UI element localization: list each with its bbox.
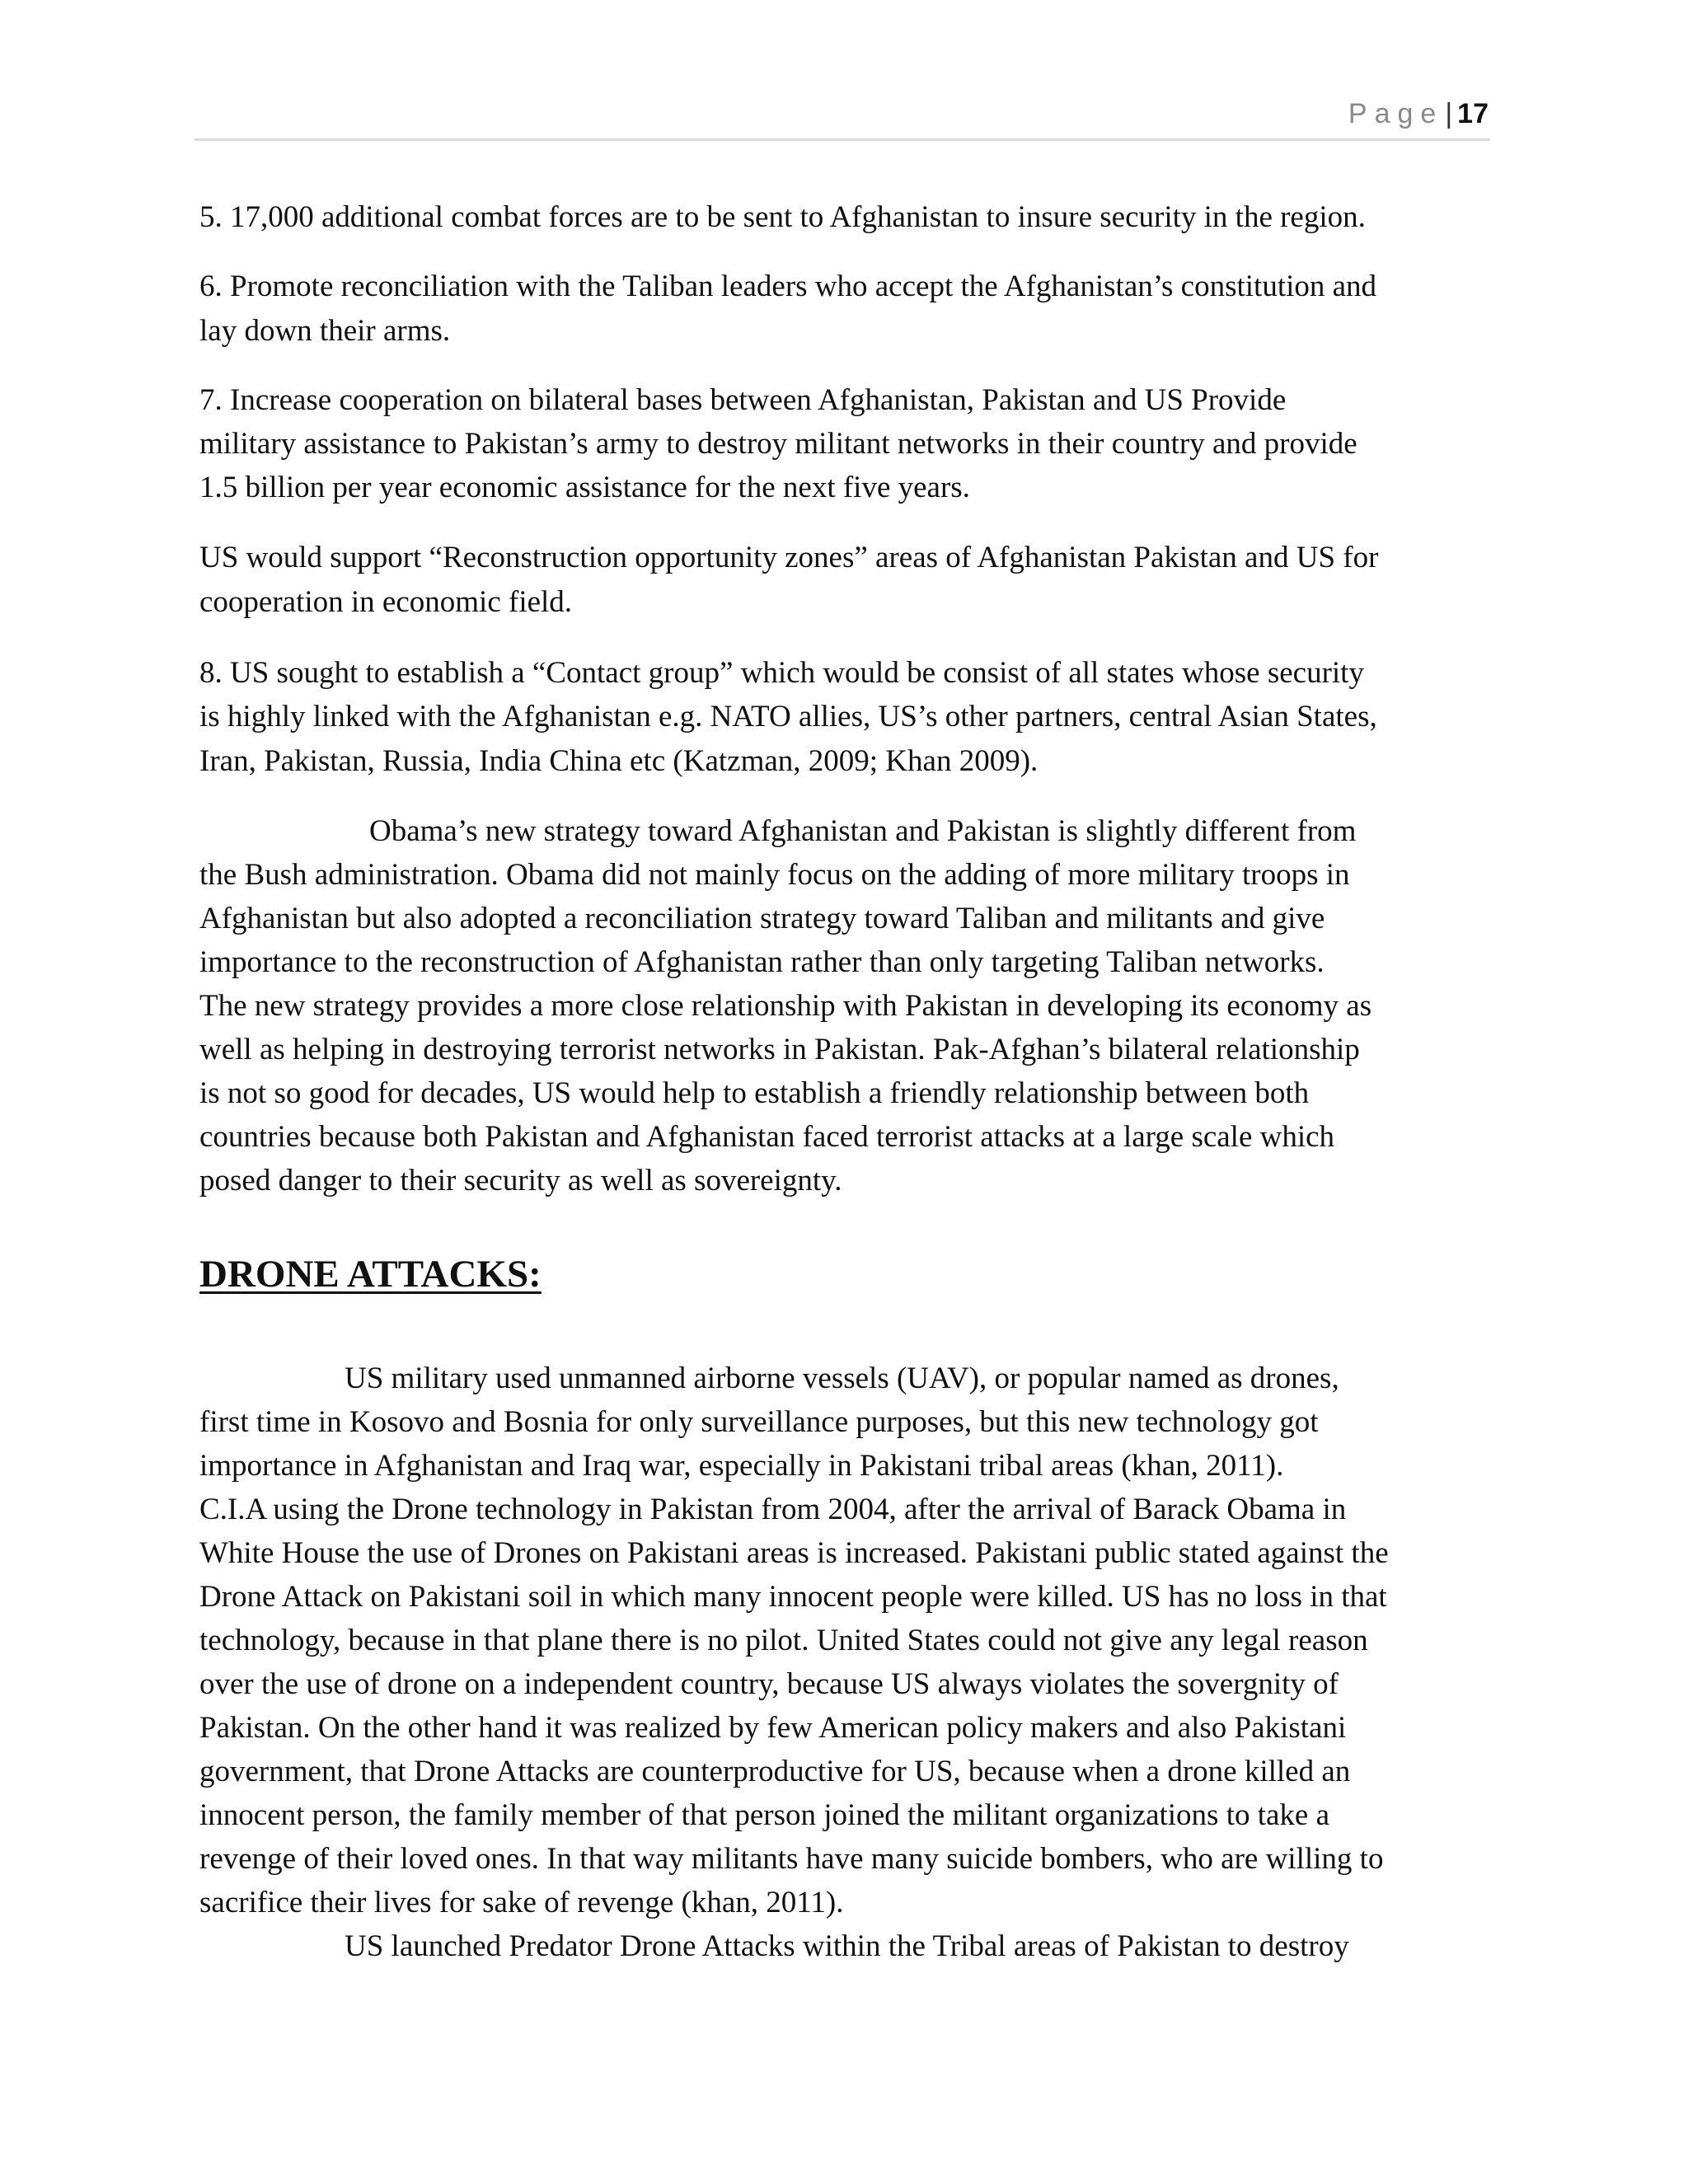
- page-number-label: [1348, 97, 1489, 130]
- text-line: White House the use of Drones on Pakistani areas is increased. Pakistani public stated against the: [199, 1536, 1389, 1570]
- text-line: importance to the reconstruction of Afghanistan rather than only targeting Taliban networks.: [199, 945, 1325, 979]
- text-line: Afghanistan but also adopted a reconciliation strategy toward Taliban and militants and give: [199, 902, 1325, 935]
- text-line: US launched Predator Drone Attacks within the Tribal areas of Pakistan to destroy: [345, 1929, 1349, 1963]
- text-line: Iran, Pakistan, Russia, India China etc (Katzman, 2009; Khan 2009).: [199, 744, 1039, 778]
- page-separator: |: [1445, 98, 1453, 129]
- text-line: is highly linked with the Afghanistan e.g. NATO allies, US’s other partners, central Asian States,: [199, 700, 1377, 733]
- page-header: [195, 97, 1490, 141]
- page-number: 17: [1457, 98, 1489, 129]
- text-line: 7. Increase cooperation on bilateral bases between Afghanistan, Pakistan and US Provide: [199, 383, 1287, 417]
- text-line: 1.5 billion per year economic assistance for the next five years.: [199, 471, 970, 504]
- text-line: military assistance to Pakistan’s army to destroy militant networks in their country and provide: [199, 427, 1357, 461]
- text-line: 8. US sought to establish a “Contact group” which would be consist of all states whose security: [199, 656, 1364, 690]
- text-line: over the use of drone on a independent country, because US always violates the sovergnity of: [199, 1667, 1339, 1701]
- text-line: US would support “Reconstruction opportunity zones” areas of Afghanistan Pakistan and US for: [199, 541, 1379, 574]
- text-line: sacrifice their lives for sake of revenge (khan, 2011).: [199, 1886, 844, 1919]
- text-line: first time in Kosovo and Bosnia for only surveillance purposes, but this new technology got: [199, 1405, 1319, 1439]
- text-line: The new strategy provides a more close relationship with Pakistan in developing its economy as: [199, 989, 1372, 1023]
- text-line: US military used unmanned airborne vessels (UAV), or popular named as drones,: [345, 1361, 1339, 1395]
- text-line: innocent person, the family member of that person joined the militant organizations to take a: [199, 1798, 1330, 1832]
- text-line: C.I.A using the Drone technology in Pakistan from 2004, after the arrival of Barack Obama in: [199, 1493, 1347, 1526]
- text-line: government, that Drone Attacks are counterproductive for US, because when a drone killed an: [199, 1755, 1351, 1788]
- text-line: 6. Promote reconciliation with the Taliban leaders who accept the Afghanistan’s constitution and: [199, 269, 1377, 303]
- text-line: 5. 17,000 additional combat forces are to be sent to Afghanistan to insure security in the region.: [199, 200, 1366, 234]
- text-line: posed danger to their security as well as sovereignty.: [199, 1164, 842, 1197]
- text-line: revenge of their loved ones. In that way militants have many suicide bombers, who are willing to: [199, 1842, 1384, 1876]
- page-word: Page: [1348, 98, 1444, 129]
- text-line: technology, because in that plane there is no pilot. United States could not give any legal reason: [199, 1624, 1368, 1657]
- text-line: cooperation in economic field.: [199, 585, 573, 619]
- text-line: Pakistan. On the other hand it was realized by few American policy makers and also Pakistani: [199, 1711, 1347, 1745]
- text-line: importance in Afghanistan and Iraq war, especially in Pakistani tribal areas (khan, 2011).: [199, 1449, 1284, 1483]
- text-line: well as helping in destroying terrorist networks in Pakistan. Pak-Afghan’s bilateral relationship: [199, 1033, 1360, 1066]
- text-line: Drone Attack on Pakistani soil in which many innocent people were killed. US has no loss in that: [199, 1580, 1387, 1614]
- text-line: is not so good for decades, US would help to establish a friendly relationship between both: [199, 1076, 1310, 1110]
- text-line: countries because both Pakistan and Afghanistan faced terrorist attacks at a large scale which: [199, 1120, 1335, 1154]
- text-line: the Bush administration. Obama did not mainly focus on the adding of more military troops in: [199, 858, 1350, 892]
- section-heading: DRONE ATTACKS:: [199, 1253, 542, 1296]
- text-line: Obama’s new strategy toward Afghanistan and Pakistan is slightly different from: [369, 814, 1357, 848]
- text-line: lay down their arms.: [199, 314, 451, 348]
